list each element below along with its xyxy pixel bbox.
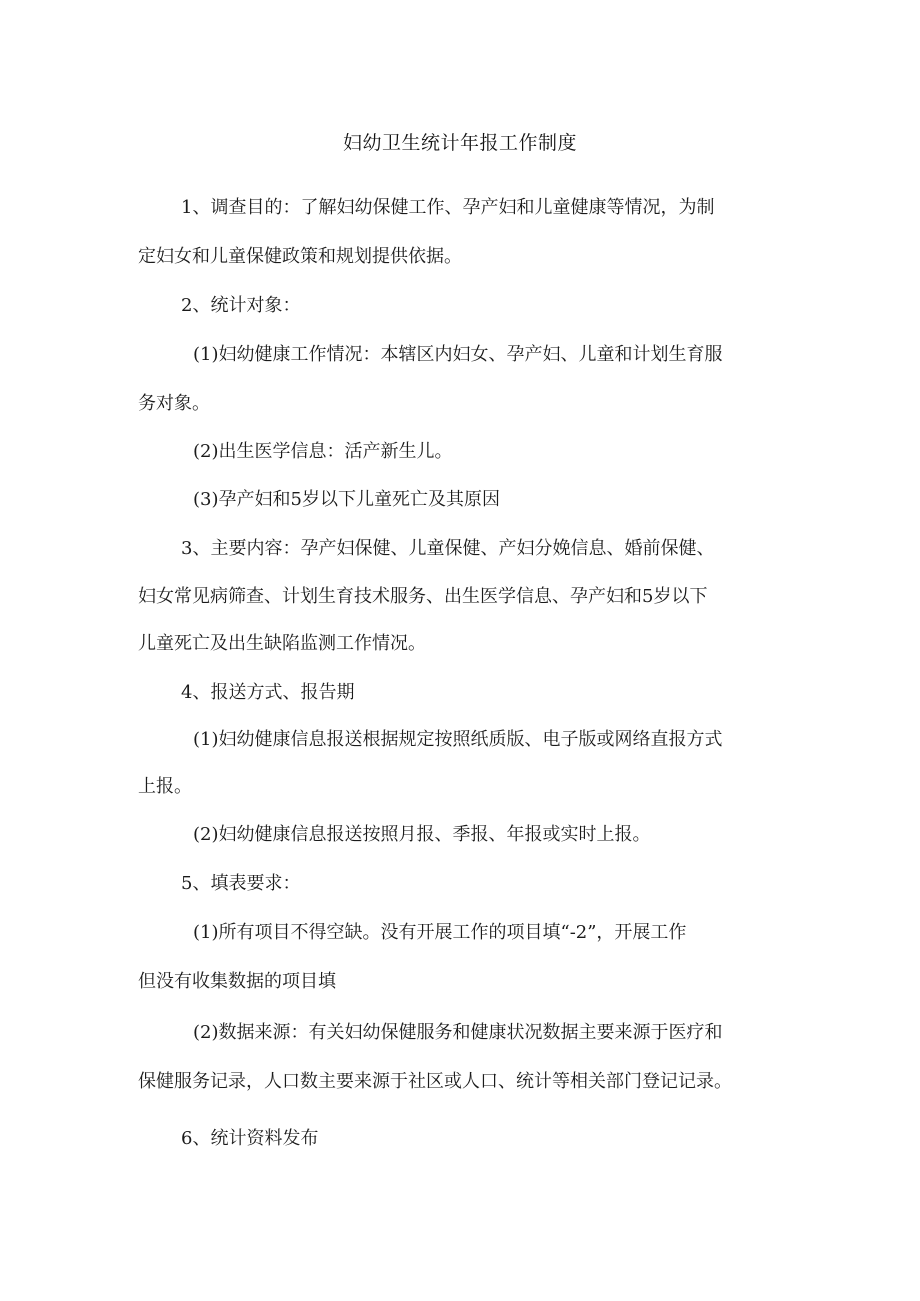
paragraph-line: (2)出生医学信息：活产新生儿。	[193, 441, 453, 462]
paragraph-line: (1)妇幼健康信息报送根据规定按照纸质版、电子版或网络直报方式	[193, 729, 723, 750]
paragraph-line: 上报。	[138, 776, 192, 797]
paragraph-line: 1、调查目的：了解妇幼保健工作、孕产妇和儿童健康等情况，为制	[181, 197, 715, 218]
paragraph-line: (1)所有项目不得空缺。没有开展工作的项目填“-2”，开展工作	[193, 922, 687, 943]
document-title: 妇幼卫生统计年报工作制度	[342, 132, 577, 154]
paragraph-line: 6、统计资料发布	[181, 1128, 319, 1149]
paragraph-line: 务对象。	[138, 393, 210, 414]
paragraph-line: (1)妇幼健康工作情况：本辖区内妇女、孕产妇、儿童和计划生育服	[193, 344, 723, 365]
paragraph-line: 2、统计对象：	[181, 295, 301, 316]
paragraph-line: (2)妇幼健康信息报送按照月报、季报、年报或实时上报。	[193, 824, 651, 845]
paragraph-line: 3、主要内容：孕产妇保健、儿童保健、产妇分娩信息、婚前保健、	[181, 538, 715, 559]
paragraph-line: (3)孕产妇和5岁以下儿童死亡及其原因	[193, 489, 500, 510]
paragraph-line: 妇女常见病筛查、计划生育技术服务、出生医学信息、孕产妇和5岁以下	[138, 586, 708, 607]
paragraph-line: 但没有收集数据的项目填	[138, 971, 336, 992]
paragraph-line: 4、报送方式、报告期	[181, 682, 355, 703]
paragraph-line: 儿童死亡及出生缺陷监测工作情况。	[138, 633, 426, 654]
paragraph-line: 定妇女和儿童保健政策和规划提供依据。	[138, 246, 462, 267]
paragraph-line: 5、填表要求：	[181, 873, 301, 894]
paragraph-line: 保健服务记录，人口数主要来源于社区或人口、统计等相关部门登记记录。	[138, 1071, 732, 1092]
paragraph-line: (2)数据来源：有关妇幼保健服务和健康状况数据主要来源于医疗和	[193, 1022, 723, 1043]
